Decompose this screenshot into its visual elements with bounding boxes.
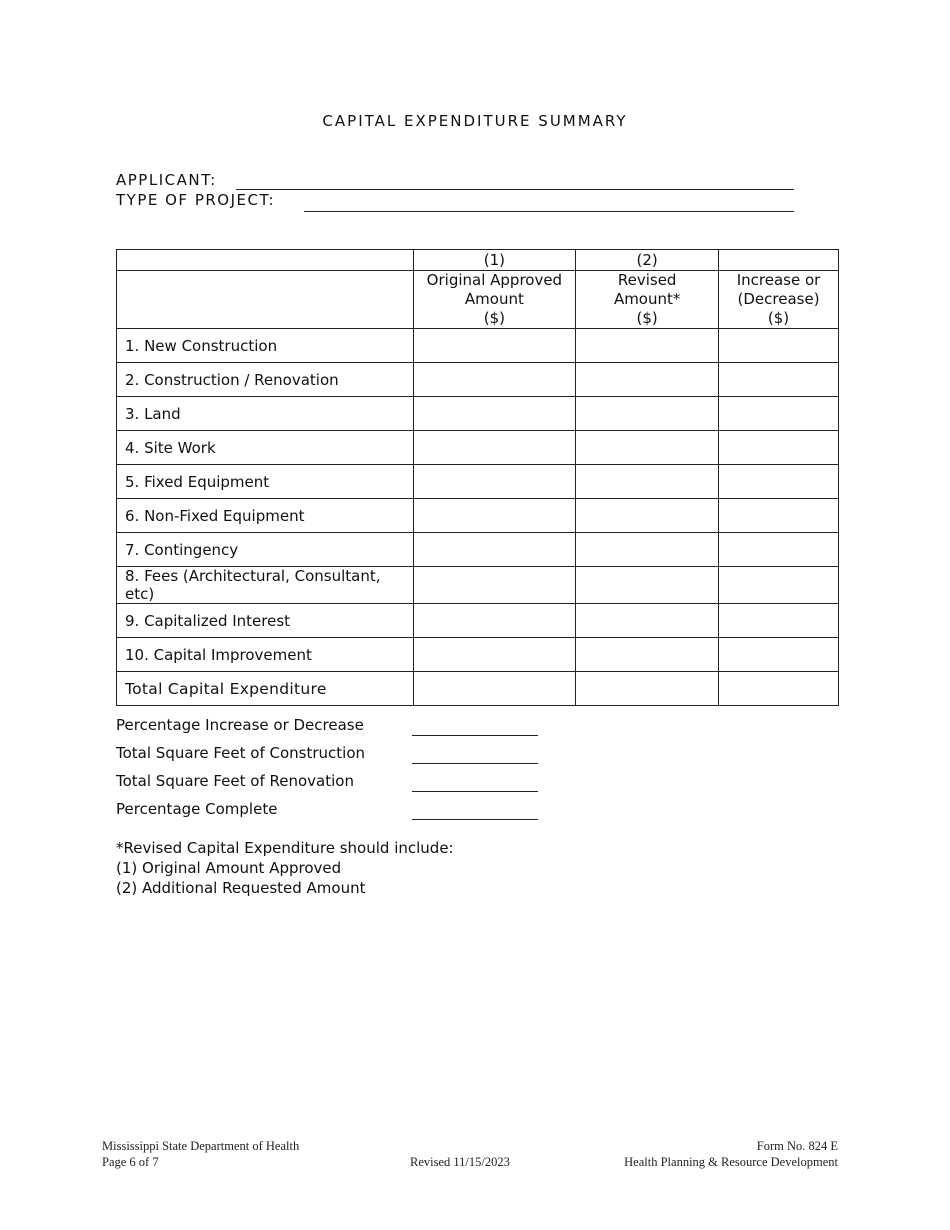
original-amount-cell[interactable] <box>413 397 576 431</box>
row-label: 9. Capitalized Interest <box>117 604 414 638</box>
capital-expenditure-table <box>116 249 839 706</box>
table-row <box>117 363 839 397</box>
revised-total-cell[interactable] <box>576 672 719 706</box>
col2-number: (2) <box>576 250 719 271</box>
sqft-renovation-label: Total Square Feet of Renovation <box>116 772 354 790</box>
footer-right <box>624 1138 838 1170</box>
footer-form-number: Form No. 824 E <box>756 1139 838 1153</box>
original-amount-cell[interactable] <box>413 363 576 397</box>
revised-notes <box>116 838 454 898</box>
row-label: 8. Fees (Architectural, Consultant, etc) <box>117 567 414 604</box>
original-amount-cell[interactable] <box>413 533 576 567</box>
revised-amount-cell[interactable] <box>576 499 719 533</box>
header-line: Increase or <box>736 271 821 289</box>
footer-revised-date: Revised 11/15/2023 <box>410 1155 510 1169</box>
applicant-input-line[interactable] <box>236 189 794 190</box>
original-amount-cell[interactable] <box>413 465 576 499</box>
original-amount-cell[interactable] <box>413 431 576 465</box>
row-label: 5. Fixed Equipment <box>117 465 414 499</box>
revised-amount-cell[interactable] <box>576 329 719 363</box>
footer-page-number: Page 6 of 7 <box>102 1155 159 1169</box>
increase-decrease-cell[interactable] <box>719 431 839 465</box>
percentage-change-label: Percentage Increase or Decrease <box>116 716 364 734</box>
row-label: 3. Land <box>117 397 414 431</box>
total-label: Total Capital Expenditure <box>117 672 414 706</box>
notes-item: (1) Original Amount Approved <box>116 859 342 877</box>
table-row <box>117 604 839 638</box>
original-amount-cell[interactable] <box>413 567 576 604</box>
percentage-complete-label: Percentage Complete <box>116 800 278 818</box>
notes-item: (2) Additional Requested Amount <box>116 879 366 897</box>
col-revised-header <box>576 271 719 329</box>
original-amount-cell[interactable] <box>413 638 576 672</box>
page-title: CAPITAL EXPENDITURE SUMMARY <box>322 112 628 130</box>
revised-amount-cell[interactable] <box>576 363 719 397</box>
revised-amount-cell[interactable] <box>576 604 719 638</box>
header-line: ($) <box>767 309 790 327</box>
column-header-row <box>117 271 839 329</box>
blank-header-cell <box>117 271 414 329</box>
row-label: 10. Capital Improvement <box>117 638 414 672</box>
header-line: Original Approved <box>426 271 563 289</box>
col-original-approved-header <box>413 271 576 329</box>
col-increase-decrease-header <box>719 271 839 329</box>
revised-amount-cell[interactable] <box>576 533 719 567</box>
table-row <box>117 533 839 567</box>
increase-decrease-cell[interactable] <box>719 499 839 533</box>
header-line: ($) <box>636 309 658 327</box>
increase-decrease-cell[interactable] <box>719 329 839 363</box>
increase-decrease-cell[interactable] <box>719 363 839 397</box>
header-line: Amount <box>464 290 524 308</box>
sqft-construction-label: Total Square Feet of Construction <box>116 744 366 762</box>
header-line: ($) <box>483 309 506 327</box>
header-line: Revised <box>617 271 677 289</box>
revised-amount-cell[interactable] <box>576 638 719 672</box>
percentage-change-input-line[interactable] <box>412 735 538 736</box>
row-label: 2. Construction / Renovation <box>117 363 414 397</box>
table-row <box>117 638 839 672</box>
original-amount-cell[interactable] <box>413 499 576 533</box>
header-line: (Decrease) <box>737 290 820 308</box>
table-row <box>117 431 839 465</box>
table-row <box>117 397 839 431</box>
row-label: 6. Non-Fixed Equipment <box>117 499 414 533</box>
revised-amount-cell[interactable] <box>576 397 719 431</box>
increase-decrease-cell[interactable] <box>719 567 839 604</box>
footer-left <box>102 1138 299 1170</box>
increase-decrease-total-cell[interactable] <box>719 672 839 706</box>
table-row <box>117 499 839 533</box>
table-row <box>117 329 839 363</box>
revised-amount-cell[interactable] <box>576 465 719 499</box>
column-number-row <box>117 250 839 271</box>
sqft-renovation-input-line[interactable] <box>412 791 538 792</box>
notes-heading: *Revised Capital Expenditure should include: <box>116 839 454 857</box>
table-row <box>117 465 839 499</box>
increase-decrease-cell[interactable] <box>719 397 839 431</box>
sqft-construction-input-line[interactable] <box>412 763 538 764</box>
footer-org: Mississippi State Department of Health <box>102 1139 300 1153</box>
original-total-cell[interactable] <box>413 672 576 706</box>
project-type-label: TYPE OF PROJECT: <box>116 191 276 209</box>
total-row <box>117 672 839 706</box>
project-type-input-line[interactable] <box>304 211 794 212</box>
revised-amount-cell[interactable] <box>576 431 719 465</box>
row-label: 4. Site Work <box>117 431 414 465</box>
increase-decrease-cell[interactable] <box>719 465 839 499</box>
table-row <box>117 567 839 604</box>
revised-amount-cell[interactable] <box>576 567 719 604</box>
increase-decrease-cell[interactable] <box>719 604 839 638</box>
percentage-complete-input-line[interactable] <box>412 819 538 820</box>
increase-decrease-cell[interactable] <box>719 533 839 567</box>
row-label: 1. New Construction <box>117 329 414 363</box>
original-amount-cell[interactable] <box>413 604 576 638</box>
col1-number: (1) <box>413 250 576 271</box>
increase-decrease-cell[interactable] <box>719 638 839 672</box>
applicant-label: APPLICANT: <box>116 171 217 189</box>
header-line: Amount* <box>613 290 681 308</box>
original-amount-cell[interactable] <box>413 329 576 363</box>
col3-number <box>719 250 839 271</box>
blank-header-cell <box>117 250 414 271</box>
row-label: 7. Contingency <box>117 533 414 567</box>
footer-division: Health Planning & Resource Development <box>624 1155 838 1169</box>
